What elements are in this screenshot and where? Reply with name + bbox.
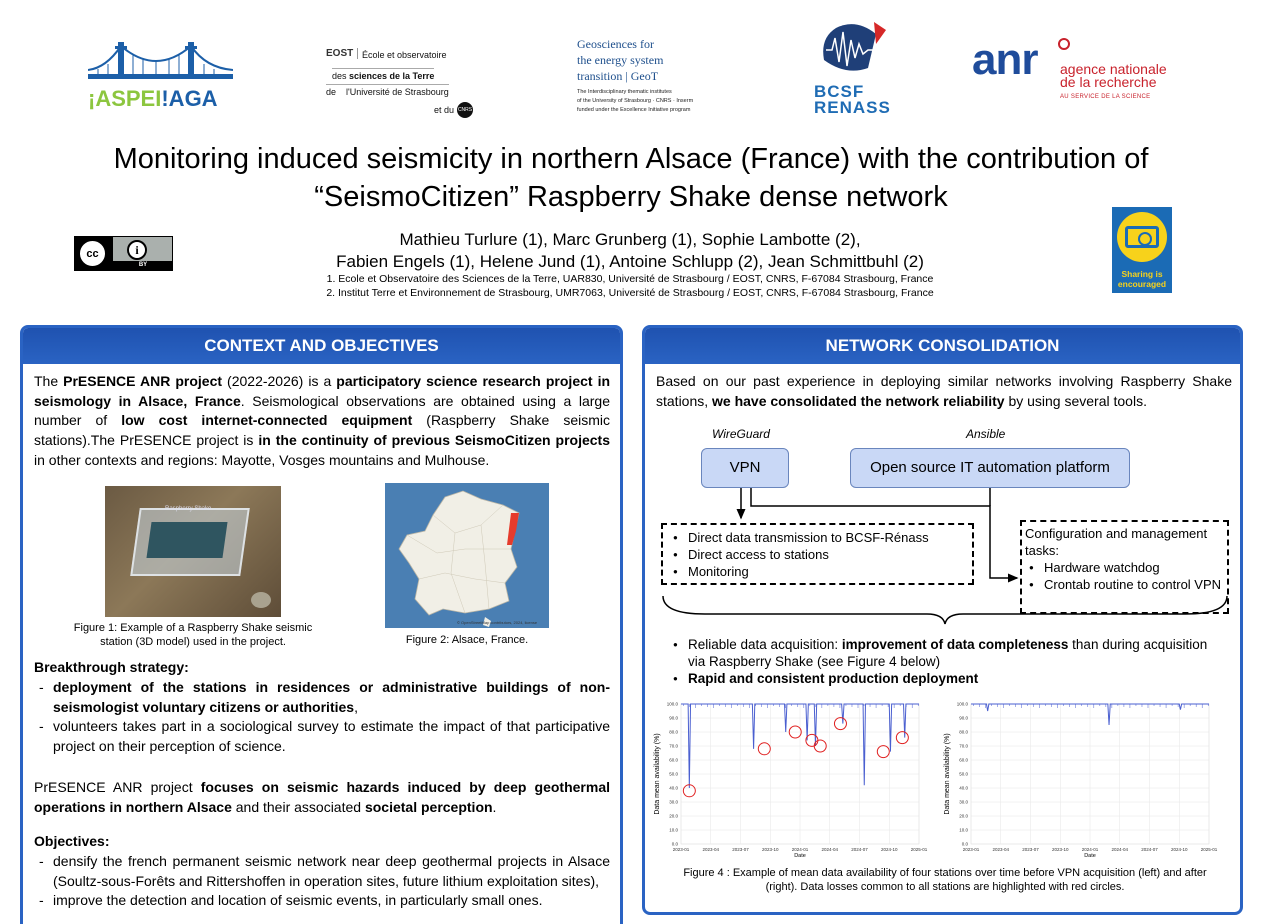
config-tasks-box <box>1020 520 1229 614</box>
results-list <box>669 636 1209 687</box>
y-tick-label: 80.0 <box>959 729 968 735</box>
geot-small-text: The Interdisciplinary thematic institutes of the University of Strasbourg · CNRS · Inserm funded under the Excellence Initiative program <box>577 89 694 113</box>
x-tick-label: 2023-07 <box>1022 847 1039 852</box>
y-tick-label: 40.0 <box>959 785 968 791</box>
figure4-caption: Figure 4 : Example of mean data availability of four stations over time before VPN acquisition (left) and after (right). Data losses common to all stations are highlighted with red circles. <box>683 867 1207 893</box>
x-axis-label: Date <box>794 853 806 859</box>
availability-chart-before <box>647 696 929 864</box>
x-tick-label: 2023-01 <box>962 847 980 852</box>
x-tick-label: 2023-04 <box>992 847 1010 852</box>
list-item: ● Reliable data acquisition: improvement of data completeness than during acquisition via Raspberry Shake (see Figure 4 below) <box>669 636 1209 670</box>
list-item: - densify the french permanent seismic network near deep geothermal projects in Alsace (Soultz-sous-Forêts and Rittershoffen in operation sites, future lithium exploitation sites), <box>34 852 610 891</box>
attribution-icon: i <box>127 240 147 260</box>
eost-line2: des sciences de la Terre <box>332 68 434 81</box>
context-intro: The PrESENCE ANR project (2022-2026) is a participatory science research project in seismology in Alsace, France. Seismological observations are obtained using a large number of low cost internet-connected equipment (Raspberry Shake seismic stations).The PrESENCE project is in the continuity of previous SeismoCitizen projects in other contexts and regions: Mayotte, Vosges mountains and Mulhouse. <box>34 373 611 468</box>
aspei-wordmark: ¡ASPEI!AGA <box>88 86 218 111</box>
cc-icon: cc <box>78 239 107 268</box>
sharing-label: Sharing is encouraged <box>1117 269 1167 289</box>
y-tick-label: 70.0 <box>959 743 968 749</box>
anr-registered-icon <box>1058 38 1070 50</box>
france-map-svg <box>385 483 549 628</box>
availability-chart-after <box>937 696 1219 864</box>
figure1-caption: Figure 1: Example of a Raspberry Shake seismic station (3D model) used in the project. <box>73 622 313 648</box>
cc-by-license-badge[interactable] <box>74 236 173 271</box>
authors: Mathieu Turlure (1), Marc Grunberg (1), Sophie Lambotte (2), Fabien Engels (1), Helene Jund (1), Antoine Schlupp (2), Jean Schmittbuhl (2) <box>336 230 924 271</box>
y-tick-label: 30.0 <box>959 799 968 805</box>
config-title: Configuration and management tasks: <box>1025 526 1208 558</box>
eost-line1: École et observatoire <box>362 50 447 60</box>
vpn-feature-item: ● Direct access to stations <box>669 546 966 563</box>
context-objectives-panel <box>20 325 623 924</box>
panel-heading: NETWORK CONSOLIDATION <box>645 328 1240 364</box>
by-label: BY <box>113 261 173 270</box>
x-tick-label: 2024-07 <box>1141 847 1158 852</box>
bcsf-renass-logo <box>812 20 927 120</box>
y-tick-label: 50.0 <box>959 771 968 777</box>
vpn-box: VPN <box>701 448 789 488</box>
x-tick-label: 2024-04 <box>1111 847 1129 852</box>
eost-line3: de l'Université de Strasbourg <box>326 84 449 97</box>
x-tick-label: 2023-01 <box>672 847 690 852</box>
automation-platform-box: Open source IT automation platform <box>850 448 1130 488</box>
y-tick-label: 90.0 <box>959 715 968 721</box>
x-tick-label: 2024-01 <box>1081 847 1099 852</box>
vpn-features-list <box>669 529 966 580</box>
list-item: - improve the detection and location of seismic events, in particularly small ones. <box>34 891 610 911</box>
y-tick-label: 0.0 <box>961 841 968 847</box>
eost-logo <box>326 46 486 116</box>
figure2-caption: Figure 2: Alsace, France. <box>405 634 529 646</box>
y-tick-label: 80.0 <box>669 729 678 735</box>
x-tick-label: 2024-04 <box>821 847 839 852</box>
eost-mark: EOST <box>326 48 358 59</box>
geot-line2: the energy system <box>577 53 664 67</box>
bridge-icon <box>88 40 233 86</box>
affiliations: 1. Ecole et Observatoire des Sciences de la Terre, UAR830, Université de Strasbourg / EOST, CNRS, F-67084 Strasbourg, France 2. Institut Terre et Environnement de Strasbourg, UMR7063, Université de Strasbourg / EOST, CNRS, F-67084 Strasbourg, France <box>326 273 934 299</box>
cnrs-icon: CNRS <box>457 102 473 118</box>
network-consolidation-panel <box>642 325 1243 915</box>
panel-heading: CONTEXT AND OBJECTIVES <box>23 328 620 364</box>
sharing-encouraged-badge <box>1112 207 1172 293</box>
france-map <box>385 483 549 628</box>
list-item: - deployment of the stations in residences or administrative buildings of non-seismologist voluntary citizens or authorities, <box>34 678 610 717</box>
x-tick-label: 2025-01 <box>1200 847 1218 852</box>
x-tick-label: 2023-07 <box>732 847 749 852</box>
y-axis-label: Data mean availability (%) <box>944 733 951 815</box>
y-tick-label: 40.0 <box>669 785 678 791</box>
raspberry-shake-photo <box>105 486 281 617</box>
y-tick-label: 70.0 <box>669 743 678 749</box>
strategy-title: Breakthrough strategy: <box>34 659 189 675</box>
x-tick-label: 2024-10 <box>880 847 898 852</box>
y-tick-label: 100.0 <box>666 701 678 707</box>
rpi-brand: Raspberry Shake <box>165 506 212 512</box>
y-tick-label: 30.0 <box>669 799 678 805</box>
config-tasks-list <box>1025 559 1224 593</box>
wireguard-label: WireGuard <box>712 427 770 441</box>
list-item: - volunteers takes part in a sociological survey to estimate the impact of that participative project on their perception of science. <box>34 717 610 756</box>
network-intro: Based on our past experience in deploying similar networks involving Raspberry Shake stations, we have consolidated the network reliability by using several tools. <box>656 373 1232 409</box>
x-tick-label: 2024-07 <box>851 847 868 852</box>
strategy-list <box>34 678 610 757</box>
x-tick-label: 2023-10 <box>761 847 779 852</box>
y-tick-label: 10.0 <box>959 827 968 833</box>
camera-icon <box>1117 212 1167 262</box>
eost-line4: et du CNRS <box>434 102 473 118</box>
y-tick-label: 90.0 <box>669 715 678 721</box>
anr-line3: AU SERVICE DE LA SCIENCE <box>1060 94 1151 100</box>
y-tick-label: 60.0 <box>669 757 678 763</box>
config-task-item: ● Crontab routine to control VPN <box>1025 576 1224 593</box>
focus-paragraph: PrESENCE ANR project focuses on seismic hazards induced by deep geothermal operations in northern Alsace and their associated societal perception. <box>34 779 610 815</box>
y-tick-label: 50.0 <box>669 771 678 777</box>
geot-logo <box>577 36 727 118</box>
aspei-aga-logo <box>88 40 233 112</box>
x-axis-label: Date <box>1084 853 1096 859</box>
y-tick-label: 100.0 <box>956 701 968 707</box>
anr-wordmark: anr <box>972 35 1038 84</box>
geot-line3: transition | GeoT <box>577 69 659 83</box>
anr-line1: agence nationale <box>1060 61 1167 77</box>
x-tick-label: 2025-01 <box>910 847 928 852</box>
config-task-item: ● Hardware watchdog <box>1025 559 1224 576</box>
ansible-label: Ansible <box>966 427 1006 441</box>
vpn-feature-item: ● Monitoring <box>669 563 966 580</box>
seismograph-icon <box>816 20 886 82</box>
objectives-list <box>34 852 610 911</box>
x-tick-label: 2023-04 <box>702 847 720 852</box>
anr-line2: de la recherche <box>1060 74 1157 90</box>
objectives-title: Objectives: <box>34 833 110 849</box>
geot-line1: Geosciences for <box>577 37 654 51</box>
vpn-features-box <box>661 523 974 585</box>
y-tick-label: 10.0 <box>669 827 678 833</box>
x-tick-label: 2024-01 <box>791 847 809 852</box>
y-tick-label: 20.0 <box>959 813 968 819</box>
x-tick-label: 2024-10 <box>1170 847 1188 852</box>
map-credit: © OpenStreetMap contributors, 2024, license <box>457 620 538 625</box>
y-tick-label: 0.0 <box>671 841 678 847</box>
y-tick-label: 60.0 <box>959 757 968 763</box>
y-tick-label: 20.0 <box>669 813 678 819</box>
x-tick-label: 2023-10 <box>1051 847 1069 852</box>
poster-title: Monitoring induced seismicity in northern Alsace (France) with the contribution of “SeismoCitizen” Raspberry Shake dense network <box>113 143 1149 213</box>
bcsf-wordmark: BCSF RENASS <box>814 82 891 117</box>
y-axis-label: Data mean availability (%) <box>654 733 661 815</box>
vpn-feature-item: ● Direct data transmission to BCSF-Rénass <box>669 529 966 546</box>
list-item: ● Rapid and consistent production deployment <box>669 670 1209 687</box>
anr-logo <box>972 35 1182 108</box>
